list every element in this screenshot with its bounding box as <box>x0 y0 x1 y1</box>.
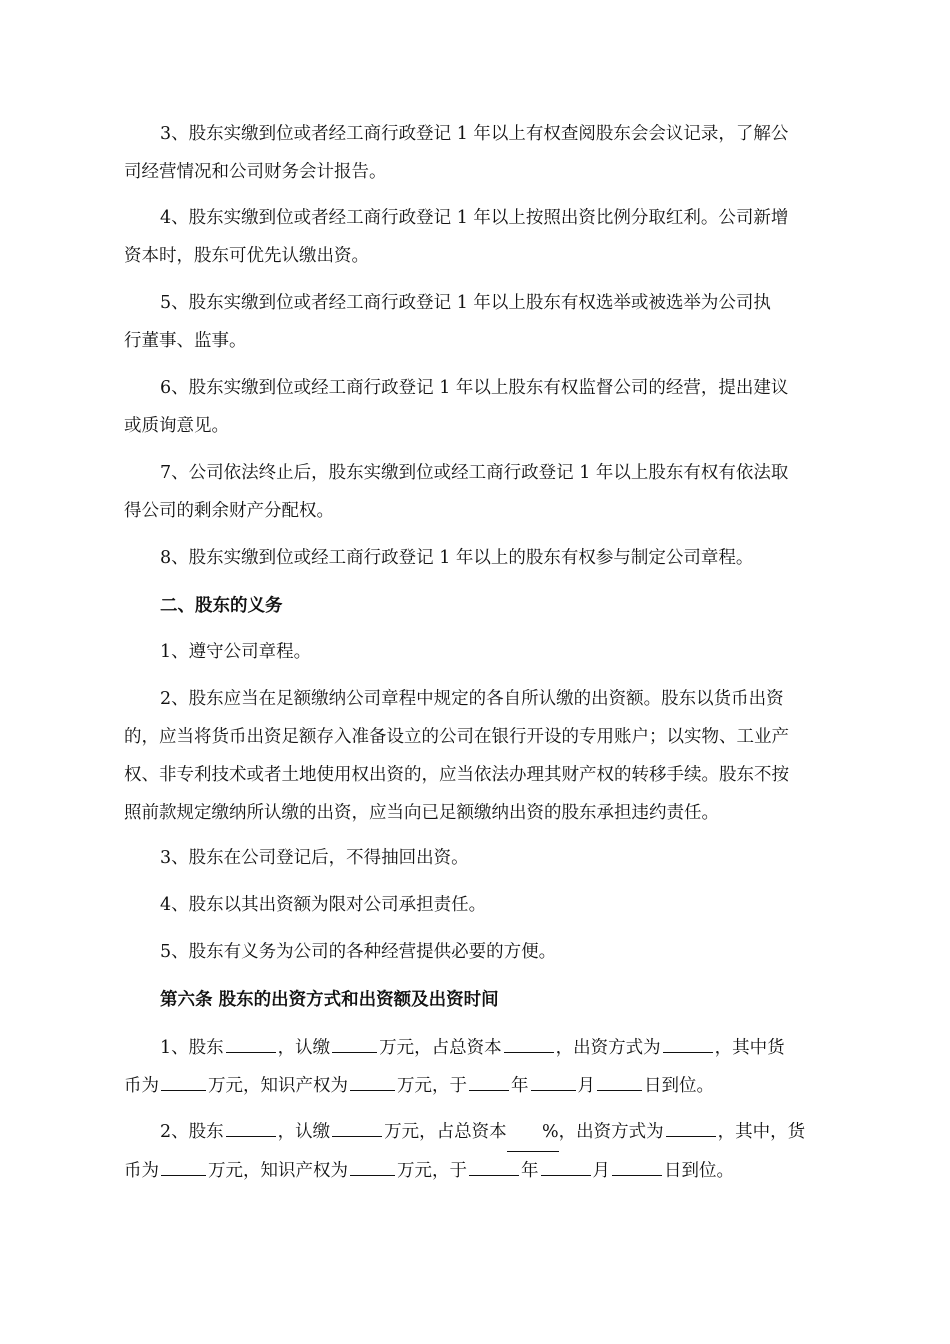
right-item-4: 4、股东实缴到位或者经工商行政登记 1 年以上按照出资比例分取红利。公司新增 资本时，股东可优先认缴出资。 <box>124 208 789 266</box>
blank-field <box>469 1155 519 1176</box>
blank-field <box>531 1070 576 1091</box>
blank-field <box>226 1032 276 1053</box>
blank-field <box>469 1070 509 1091</box>
obligation-item-5: 5、股东有义务为公司的各种经营提供必要的方便。 <box>160 942 557 962</box>
blank-field <box>161 1155 206 1176</box>
obligations-heading: 二、股东的义务 <box>160 596 283 616</box>
obligation-item-3: 3、股东在公司登记后，不得抽回出资。 <box>160 848 469 868</box>
blank-field <box>541 1155 591 1176</box>
blank-field <box>612 1155 662 1176</box>
blank-field <box>332 1032 377 1053</box>
contribution-item-1: 1、股东 ，认缴 万元，占总资本 ，出资方式为 ，其中货 币为 万元，知识产权为 万元，于 年 月 日到位。 <box>124 1029 844 1105</box>
obligation-item-1: 1、遵守公司章程。 <box>160 642 312 662</box>
blank-field <box>332 1116 382 1137</box>
right-item-3: 3、股东实缴到位或者经工商行政登记 1 年以上有权查阅股东会会议记录，了解公 司经营情况和公司财务会计报告。 <box>124 124 789 182</box>
blank-field <box>350 1155 395 1176</box>
contribution-item-2: 2、股东 ，认缴 万元，占总资本 %，出资方式为 ，其中，货 币为 万元，知识产权为 万元，于 年 月 日到位。 <box>124 1113 844 1190</box>
article6-heading: 第六条 股东的出资方式和出资额及出资时间 <box>160 990 499 1010</box>
blank-field <box>504 1032 554 1053</box>
right-item-6: 6、股东实缴到位或经工商行政登记 1 年以上股东有权监督公司的经营，提出建议 或质询意见。 <box>124 378 789 436</box>
blank-field <box>350 1070 395 1091</box>
percent-blank: % <box>507 1113 559 1152</box>
blank-field <box>666 1116 716 1137</box>
blank-field <box>597 1070 642 1091</box>
obligation-item-4: 4、股东以其出资额为限对公司承担责任。 <box>160 895 487 915</box>
right-item-7: 7、公司依法终止后，股东实缴到位或经工商行政登记 1 年以上股东有权有依法取 得公司的剩余财产分配权。 <box>124 463 789 521</box>
obligation-item-2: 2、股东应当在足额缴纳公司章程中规定的各自所认缴的出资额。股东以货币出资 的，应当将货币出资足额存入准备设立的公司在银行开设的专用账户；以实物、工业产 权、非专利技术或者土地使用权出资的，应当依法办理其财产权的转移手续。股东不按 照前款规定缴纳所认缴的出资，应当向已足额缴纳出资的股东承担违约责任。 <box>124 689 789 823</box>
right-item-8: 8、股东实缴到位或经工商行政登记 1 年以上的股东有权参与制定公司章程。 <box>160 548 754 568</box>
blank-field <box>226 1116 276 1137</box>
right-item-5: 5、股东实缴到位或者经工商行政登记 1 年以上股东有权选举或被选举为公司执 行董事、监事。 <box>124 293 771 351</box>
blank-field <box>663 1032 713 1053</box>
blank-field <box>161 1070 206 1091</box>
